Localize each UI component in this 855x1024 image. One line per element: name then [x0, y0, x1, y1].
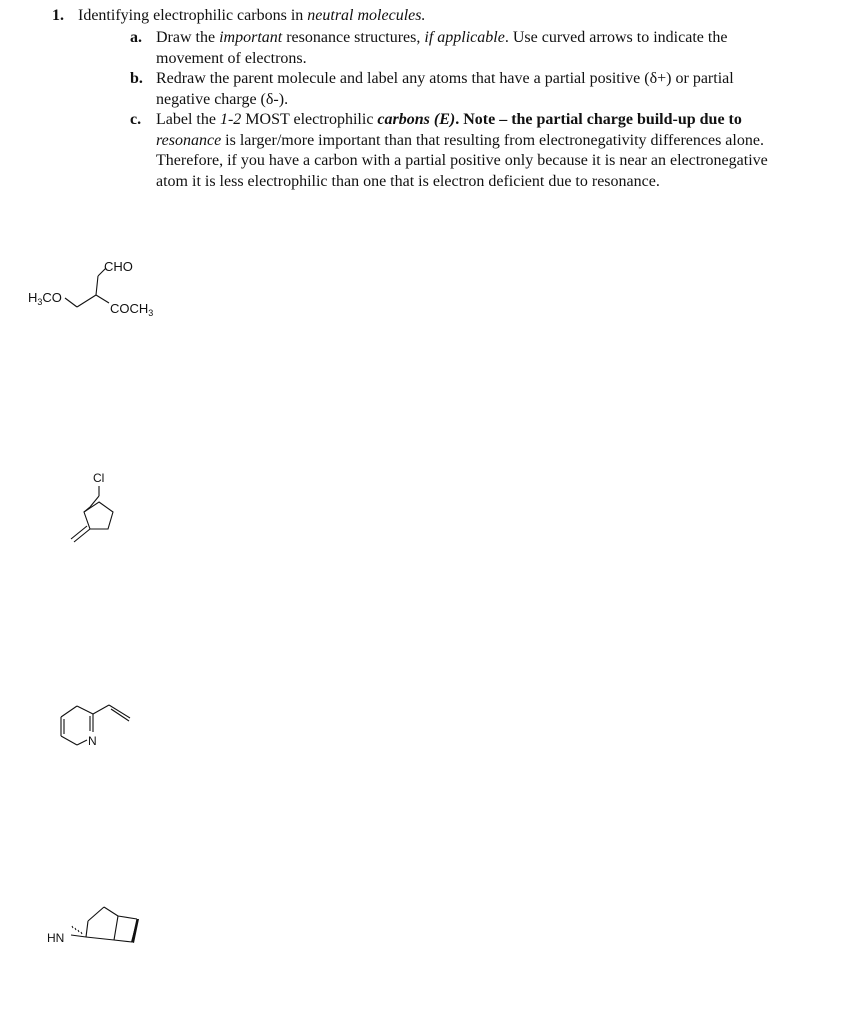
item-c-line-4: atom it is less electrophilic than one that is electron deficient due to resonance. — [156, 172, 660, 190]
item-b-line-2: negative charge (δ-). — [156, 90, 289, 108]
item-a — [130, 28, 832, 69]
item-c-line-1 — [156, 110, 832, 131]
item-c-line-3: Therefore, if you have a carbon with a partial positive only because it is near an electronegative — [156, 152, 768, 169]
item-b-line-1: Redraw the parent molecule and label any atoms that have a partial positive (δ+) or partial — [156, 70, 734, 87]
item-c-text-1: Label the — [156, 111, 220, 128]
item-c-text-4: is larger/more important than that resulting from electronegativity differences alone. — [221, 131, 764, 149]
item-a-line-2: movement of electrons. — [156, 49, 307, 67]
question-number: 1. — [52, 7, 64, 24]
item-c-text-2: MOST electrophilic — [241, 111, 378, 128]
item-a-text-2: resonance structures, — [282, 29, 425, 46]
item-a-body — [156, 28, 832, 69]
mol1-h3co-label: $H_3CO$ — [28, 290, 62, 307]
question-header — [52, 6, 832, 28]
item-a-text-3: . Use curved arrows to indicate the — [504, 29, 728, 46]
item-b-label: b. — [130, 70, 143, 87]
item-c-emphasis-carbons: carbons (E) — [377, 111, 456, 128]
item-a-line-1 — [156, 28, 832, 49]
item-a-text-1: Draw the — [156, 29, 220, 46]
molecule-3-structure — [50, 694, 150, 754]
item-c-label: c. — [130, 111, 142, 128]
item-c — [130, 110, 832, 192]
item-c-line-2 — [156, 131, 832, 152]
question-title-emphasis: neutral molecules. — [307, 7, 426, 24]
molecule-4-structure — [40, 897, 150, 957]
item-c-text-3: . Note – the partial charge build-up due to — [455, 111, 742, 128]
item-c-emphasis-range: 1-2 — [219, 111, 242, 128]
mol3-n-label: N — [88, 734, 97, 748]
item-c-body — [156, 110, 832, 192]
mol1-coch3-label: $COCH_3$ — [110, 301, 154, 318]
mol1-bonds — [65, 268, 109, 307]
item-a-emphasis-applicable: if applicable — [424, 29, 505, 46]
item-a-label: a. — [130, 29, 142, 46]
mol4-bonds — [71, 907, 137, 942]
molecule-1-structure — [20, 250, 190, 330]
mol1-cho-label: CHO — [104, 259, 133, 274]
question-title — [78, 6, 425, 27]
mol4-hn-label: HN — [47, 931, 65, 945]
mol4-solid-wedge — [131, 919, 139, 943]
item-b — [130, 69, 832, 110]
mol4-hashed-wedge — [72, 926, 82, 934]
item-a-emphasis-important: important — [219, 29, 283, 46]
mol2-cl-label: Cl — [93, 471, 105, 485]
item-b-body — [156, 69, 832, 110]
molecule-2-structure — [60, 466, 140, 556]
item-c-emphasis-resonance: resonance — [156, 131, 222, 149]
question-1 — [52, 6, 832, 192]
question-title-text: Identifying electrophilic carbons in — [78, 7, 308, 24]
mol2-bonds — [71, 486, 113, 542]
